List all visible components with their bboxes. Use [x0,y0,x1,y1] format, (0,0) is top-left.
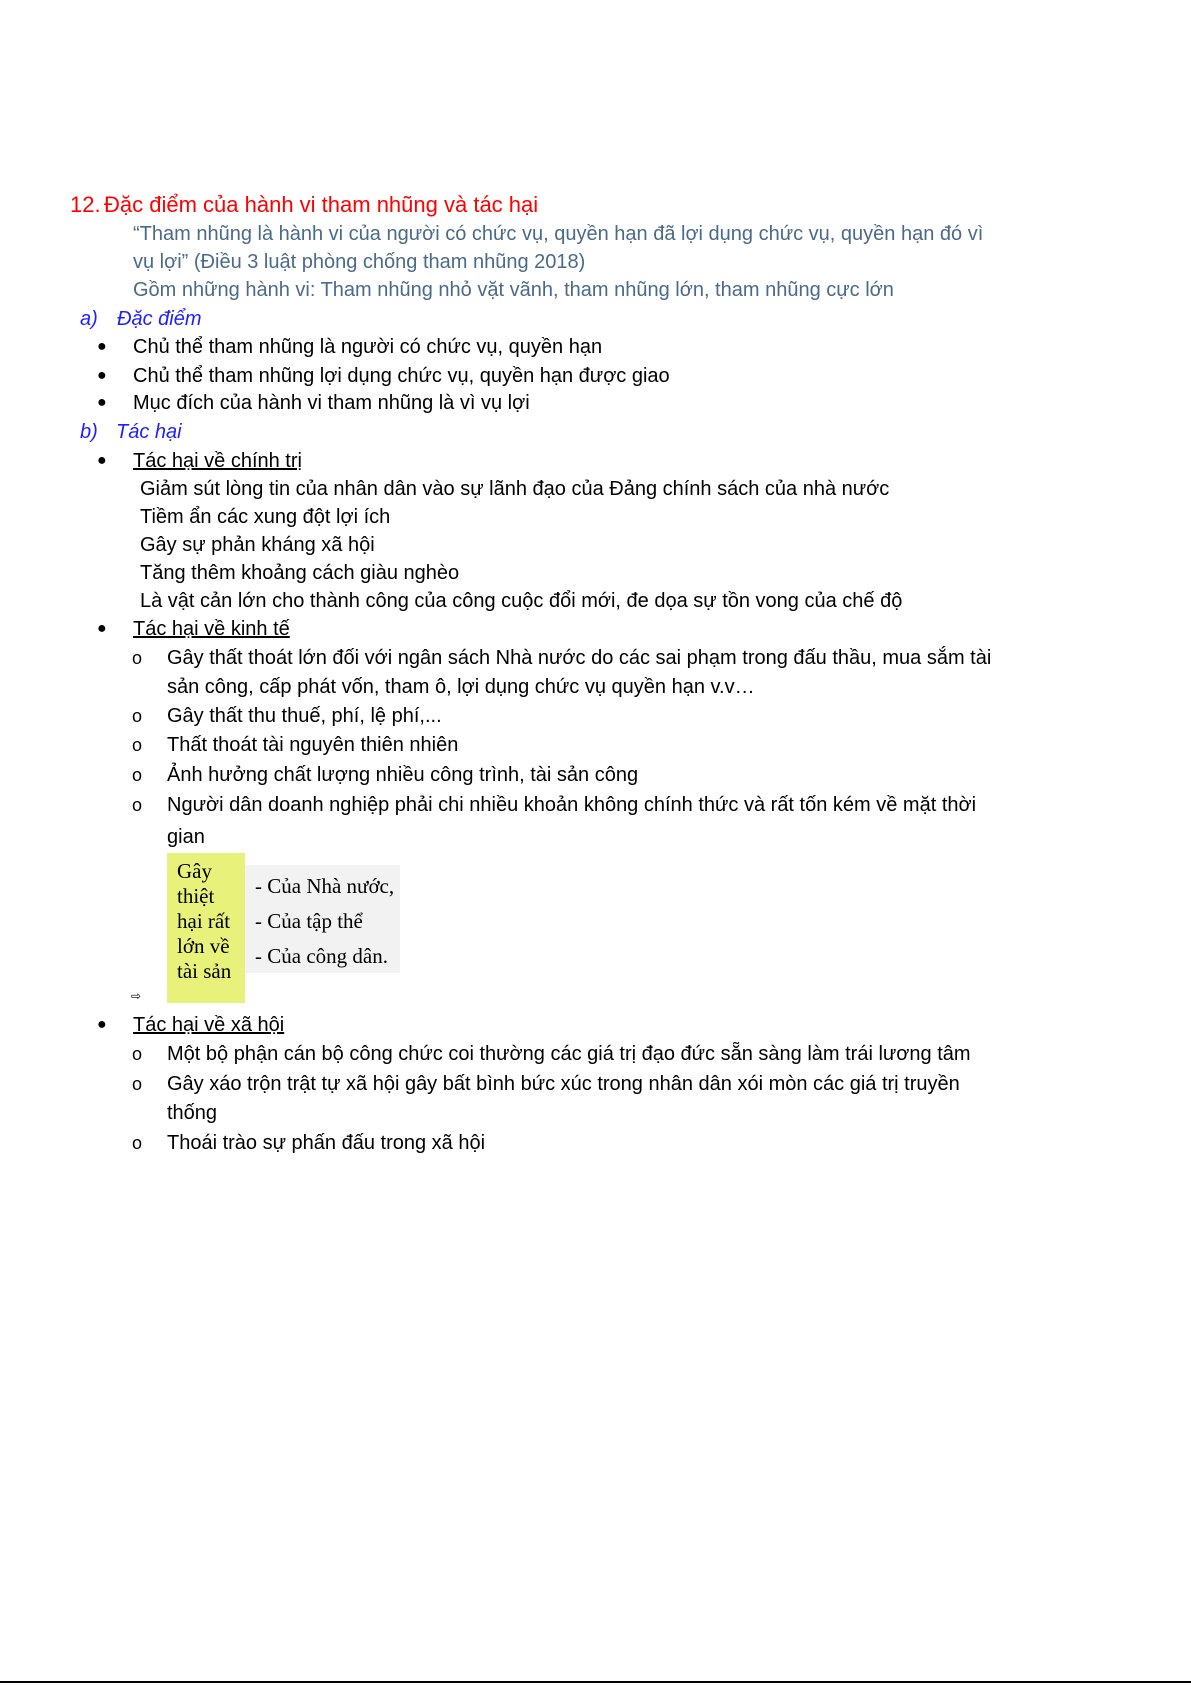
feature-item: Chủ thể tham nhũng là người có chức vụ, quyền hạn [133,336,603,358]
image-right-line: - Của tập thể [255,909,363,933]
political-harm-line: Là vật cản lớn cho thành công của công cuộc đổi mới, đe dọa sự tồn vong của chế độ [140,590,903,612]
section-b-label: b) [80,421,98,443]
economic-harm-item: Gây thất thu thuế, phí, lệ phí,... [167,705,442,727]
quote-line-1: “Tham nhũng là hành vi của người có chức vụ, quyền hạn đã lợi dụng chức vụ, quyền hạn đó vì [133,223,984,245]
social-harm-item: Gây xáo trộn trật tự xã hội gây bất bình bức xúc trong nhân dân xói mòn các giá trị truyền [167,1073,960,1095]
page-bottom-divider [0,1681,1191,1683]
feature-item: Chủ thể tham nhũng lợi dụng chức vụ, quyền hạn được giao [133,365,670,387]
circle-bullet-icon: o [132,735,143,755]
arrow-icon: ⇨ [131,989,142,1003]
economic-harm-item-cont: sản công, cấp phát vốn, tham ô, lợi dụng chức vụ quyền hạn v.v… [167,676,755,698]
economic-harm-title: Tác hại về kinh tế [133,618,290,640]
section-b-title: Tác hại [116,421,182,443]
section-a-title: Đặc điểm [117,308,202,330]
section-a-label: a) [80,308,98,330]
image-left-line: hại rất [177,909,231,933]
social-harm-title: Tác hại về xã hội [133,1014,285,1036]
circle-bullet-icon: o [132,706,143,726]
property-damage-image [167,853,400,1003]
image-left-line: Gây [177,859,212,883]
circle-bullet-icon: o [132,765,143,785]
political-harm-line: Tiềm ẩn các xung đột lợi ích [140,506,391,528]
image-left-line: tài sản [177,959,232,983]
bullet-icon: ● [97,338,107,355]
circle-bullet-icon: o [132,795,143,815]
economic-harm-item: Gây thất thoát lớn đối với ngân sách Nhà nước do các sai phạm trong đấu thầu, mua sắm tài [167,647,992,669]
corruption-types: Gồm những hành vi: Tham nhũng nhỏ vặt vãnh, tham nhũng lớn, tham nhũng cực lớn [133,279,894,301]
circle-bullet-icon: o [132,1044,143,1064]
social-harm-item-cont: thống [167,1102,218,1124]
circle-bullet-icon: o [132,1133,143,1153]
image-left-panel [167,853,245,1003]
image-left-line: thiệt [177,884,215,908]
economic-harm-item-cont: gian [167,826,205,848]
section-number: 12. [70,192,101,217]
bullet-icon: ● [97,1016,107,1033]
social-harm-item: Một bộ phận cán bộ công chức coi thường các giá trị đạo đức sẵn sàng làm trái lương tâm [167,1043,971,1065]
economic-harm-item: Người dân doanh nghiệp phải chi nhiều khoản không chính thức và rất tốn kém về mặt thời [167,794,977,816]
political-harm-line: Tăng thêm khoảng cách giàu nghèo [140,562,460,584]
economic-harm-item: Ảnh hưởng chất lượng nhiều công trình, tài sản công [167,764,639,786]
political-harm-line: Gây sự phản kháng xã hội [140,534,375,556]
bullet-icon: ● [97,367,107,384]
political-harm-line: Giảm sút lòng tin của nhân dân vào sự lãnh đạo của Đảng chính sách của nhà nước [140,478,890,500]
bullet-icon: ● [97,620,107,637]
feature-item: Mục đích của hành vi tham nhũng là vì vụ lợi [133,392,530,414]
economic-harm-item: Thất thoát tài nguyên thiên nhiên [167,734,459,756]
quote-line-2: vụ lợi” (Điều 3 luật phòng chống tham nhũng 2018) [133,251,586,273]
image-right-line: - Của Nhà nước, [255,874,395,898]
circle-bullet-icon: o [132,1074,143,1094]
section-heading: Đặc điểm của hành vi tham nhũng và tác hại [104,192,539,217]
image-right-panel [245,865,400,973]
image-right-line: - Của công dân. [255,944,388,968]
circle-bullet-icon: o [132,648,143,668]
image-left-line: lớn về [177,934,230,958]
bullet-icon: ● [97,394,107,411]
social-harm-item: Thoái trào sự phấn đấu trong xã hội [167,1132,486,1154]
political-harm-title: Tác hại về chính trị [133,450,302,472]
bullet-icon: ● [97,452,107,469]
